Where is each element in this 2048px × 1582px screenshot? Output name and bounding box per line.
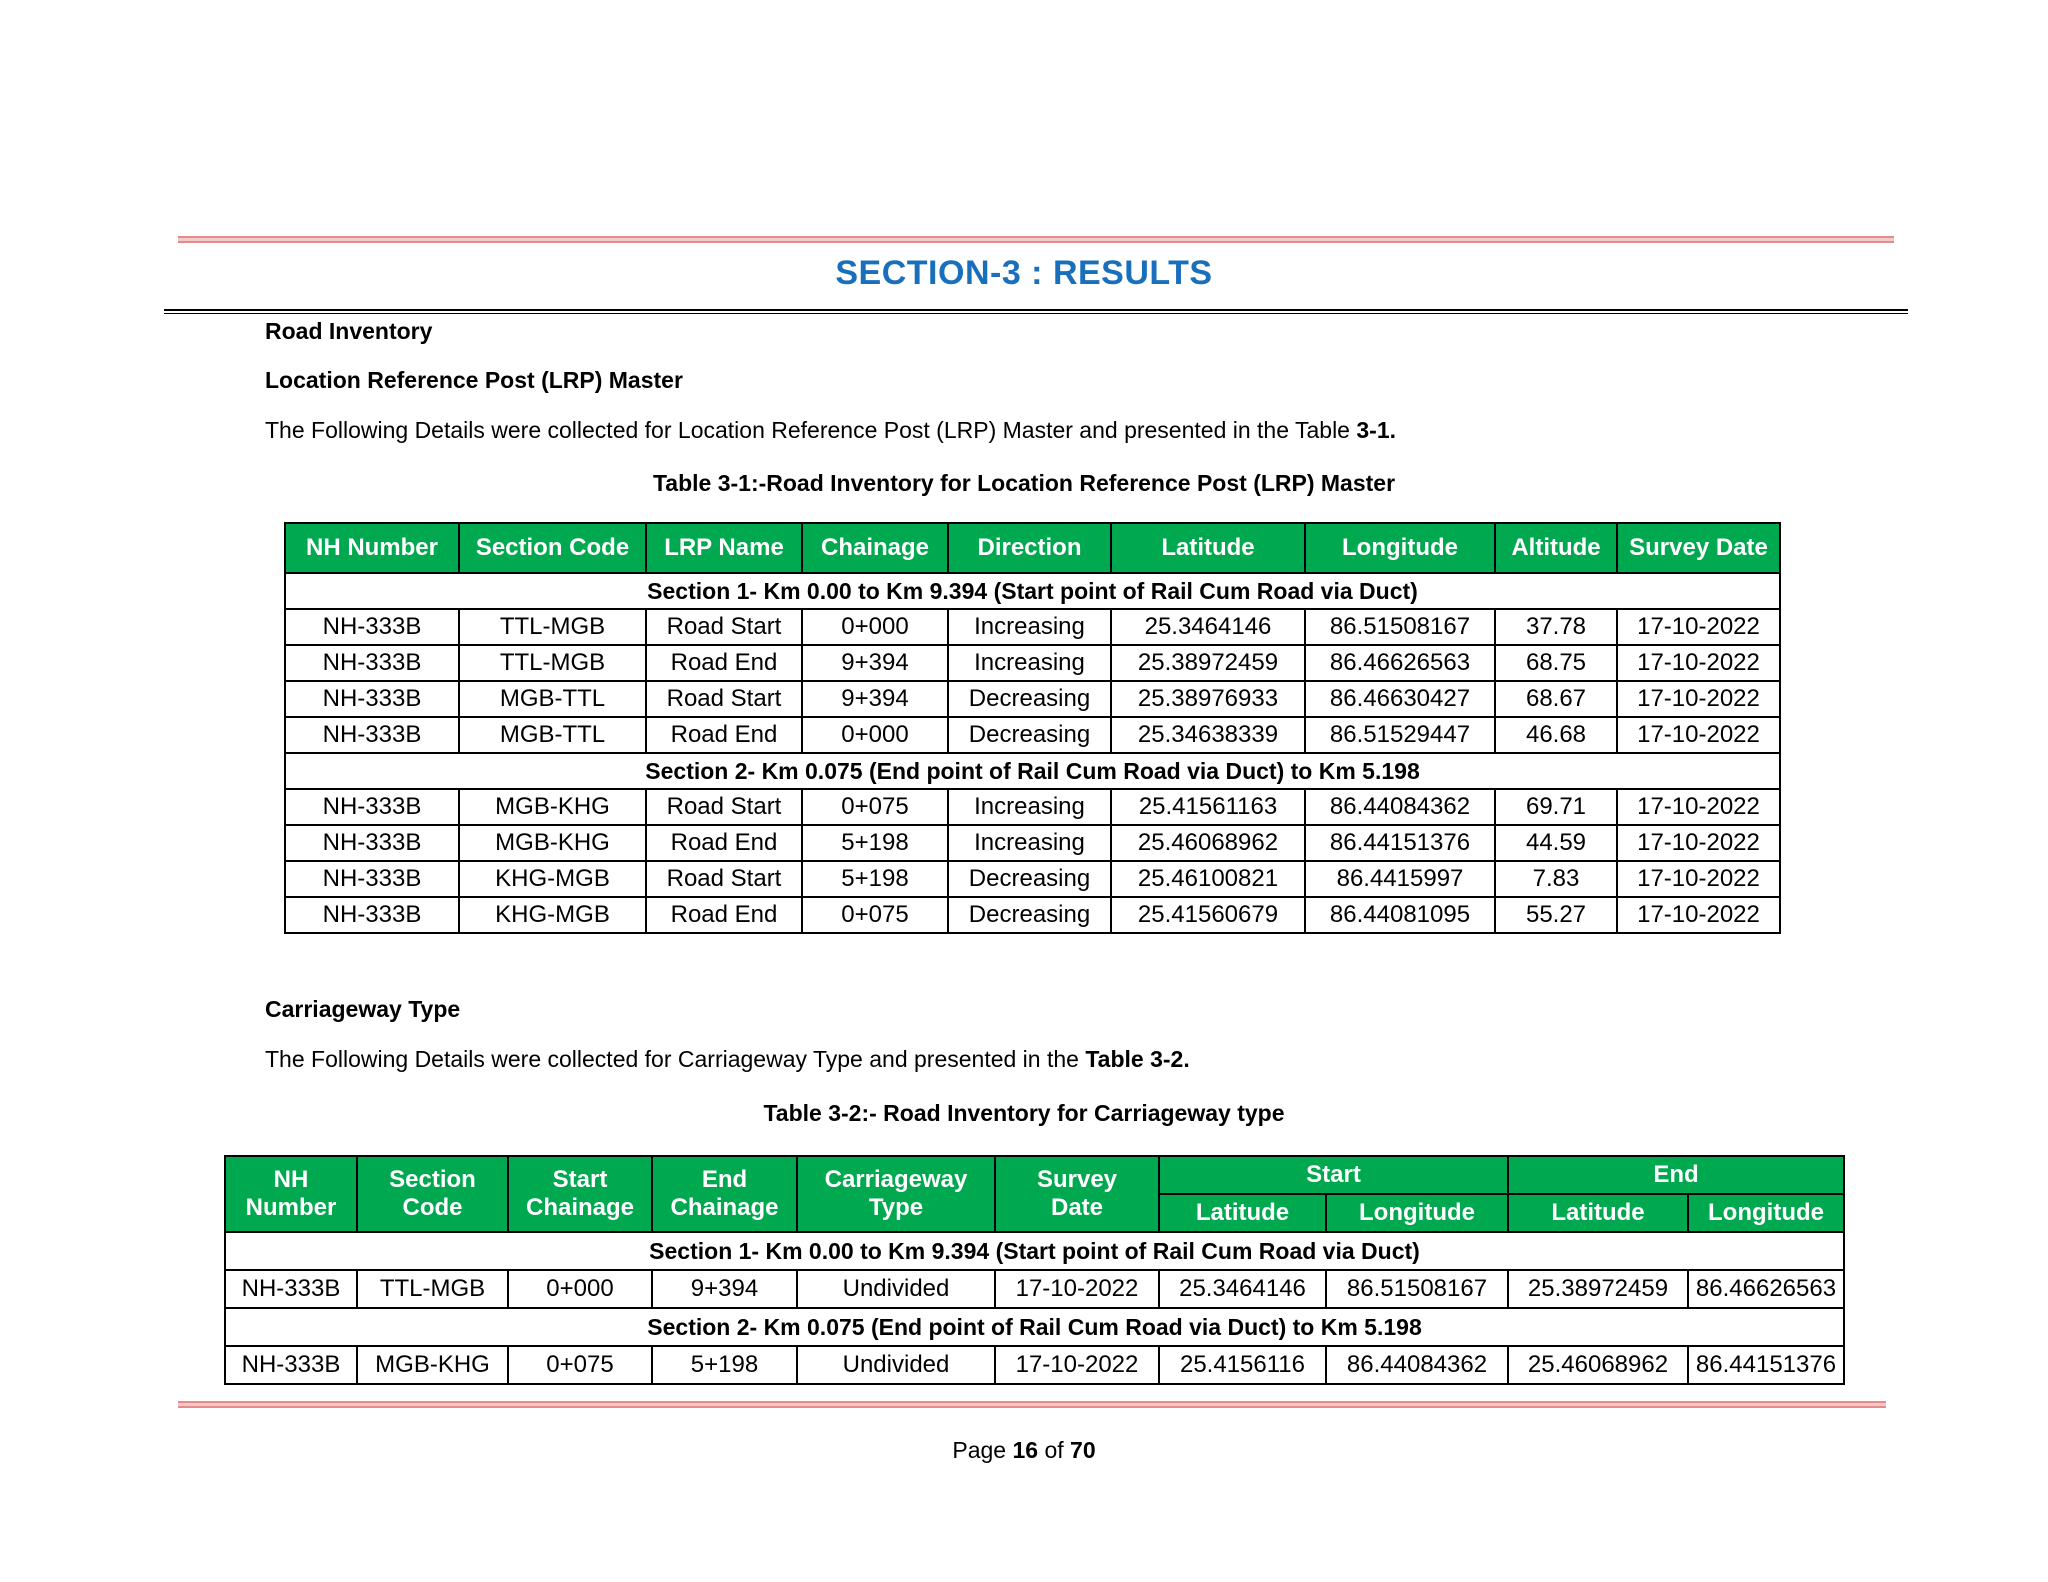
lrp-paragraph-text: The Following Details were collected for Location Reference Post (LRP) Master and presented in the Table bbox=[265, 417, 1357, 443]
section-label: Section 1- Km 0.00 to Km 9.394 (Start point of Rail Cum Road via Duct) bbox=[225, 1232, 1844, 1270]
header-start-latitude: Latitude bbox=[1159, 1194, 1326, 1232]
cell: KHG-MGB bbox=[459, 897, 646, 933]
cell: 5+198 bbox=[652, 1346, 797, 1384]
header-end: End bbox=[1508, 1156, 1844, 1194]
header-direction: Direction bbox=[948, 523, 1111, 573]
current-page: 16 bbox=[1012, 1437, 1039, 1463]
heading-lrp-master: Location Reference Post (LRP) Master bbox=[265, 367, 683, 393]
cell: 0+000 bbox=[802, 609, 948, 645]
cell: 44.59 bbox=[1495, 825, 1617, 861]
cell: 86.51508167 bbox=[1305, 609, 1495, 645]
header-start: Start bbox=[1159, 1156, 1508, 1194]
cell: 25.38972459 bbox=[1508, 1270, 1688, 1308]
section-label: Section 2- Km 0.075 (End point of Rail Cum Road via Duct) to Km 5.198 bbox=[225, 1308, 1844, 1346]
cell: 25.38972459 bbox=[1111, 645, 1305, 681]
table-row bbox=[285, 825, 1780, 861]
lrp-table-ref: 3-1. bbox=[1356, 417, 1397, 443]
cell: NH-333B bbox=[285, 717, 459, 753]
cell: TTL-MGB bbox=[459, 609, 646, 645]
cell: 25.46068962 bbox=[1508, 1346, 1688, 1384]
heading-carriageway-type: Carriageway Type bbox=[265, 996, 461, 1022]
cw-table-ref: Table 3-2. bbox=[1085, 1046, 1190, 1072]
cell: 25.38976933 bbox=[1111, 681, 1305, 717]
cell: 0+075 bbox=[802, 789, 948, 825]
cell: Road Start bbox=[646, 861, 802, 897]
cw-paragraph-text: The Following Details were collected for Carriageway Type and presented in the bbox=[265, 1046, 1086, 1072]
heading-road-inventory: Road Inventory bbox=[265, 318, 433, 344]
cell: Road Start bbox=[646, 609, 802, 645]
cell: Decreasing bbox=[948, 897, 1111, 933]
table-row bbox=[285, 681, 1780, 717]
table2-section1-row bbox=[225, 1232, 1844, 1270]
cell: 25.34638339 bbox=[1111, 717, 1305, 753]
table-row bbox=[285, 861, 1780, 897]
header-lrp-name: LRP Name bbox=[646, 523, 802, 573]
cell: Increasing bbox=[948, 789, 1111, 825]
table2-caption: Table 3-2:- Road Inventory for Carriageway type bbox=[763, 1100, 1285, 1126]
cell: 9+394 bbox=[802, 645, 948, 681]
section-label: Section 1- Km 0.00 to Km 9.394 (Start point of Rail Cum Road via Duct) bbox=[285, 573, 1780, 609]
cell: NH-333B bbox=[285, 861, 459, 897]
bottom-red-rule bbox=[178, 1401, 1886, 1408]
cell: NH-333B bbox=[225, 1270, 357, 1308]
header-line: Start bbox=[552, 1166, 608, 1193]
cell: 86.44081095 bbox=[1305, 897, 1495, 933]
cell: NH-333B bbox=[285, 645, 459, 681]
cell: 17-10-2022 bbox=[1617, 897, 1780, 933]
header-end-chainage bbox=[652, 1156, 797, 1232]
cell: Road End bbox=[646, 645, 802, 681]
cell: 25.41560679 bbox=[1111, 897, 1305, 933]
header-nh-number bbox=[225, 1156, 357, 1232]
cell: Road Start bbox=[646, 681, 802, 717]
cell: NH-333B bbox=[285, 789, 459, 825]
title-underline bbox=[164, 309, 1908, 314]
header-latitude: Latitude bbox=[1111, 523, 1305, 573]
table1-header-row bbox=[285, 523, 1780, 573]
footer-mid: of bbox=[1038, 1437, 1071, 1463]
table-row bbox=[225, 1346, 1844, 1384]
cell: 86.44084362 bbox=[1326, 1346, 1508, 1384]
page-footer bbox=[0, 1437, 2048, 1464]
cell: 68.75 bbox=[1495, 645, 1617, 681]
cell: 86.46630427 bbox=[1305, 681, 1495, 717]
cell: 25.4156116 bbox=[1159, 1346, 1326, 1384]
cell: 9+394 bbox=[802, 681, 948, 717]
header-chainage: Chainage bbox=[802, 523, 948, 573]
lrp-master-table bbox=[284, 522, 1781, 934]
table1-section1-row bbox=[285, 573, 1780, 609]
cell: 17-10-2022 bbox=[1617, 645, 1780, 681]
cell: MGB-KHG bbox=[459, 825, 646, 861]
cell: Decreasing bbox=[948, 681, 1111, 717]
footer-prefix: Page bbox=[952, 1437, 1013, 1463]
header-end-latitude: Latitude bbox=[1508, 1194, 1688, 1232]
cell: Decreasing bbox=[948, 861, 1111, 897]
cell: 86.44151376 bbox=[1305, 825, 1495, 861]
header-carriageway-type bbox=[797, 1156, 995, 1232]
cell: Road End bbox=[646, 897, 802, 933]
cell: Undivided bbox=[797, 1346, 995, 1384]
cell: 17-10-2022 bbox=[1617, 681, 1780, 717]
cell: 86.46626563 bbox=[1688, 1270, 1844, 1308]
cw-paragraph bbox=[265, 1046, 1190, 1073]
cell: NH-333B bbox=[285, 825, 459, 861]
header-line: Type bbox=[868, 1194, 924, 1221]
header-line: Code bbox=[402, 1194, 463, 1221]
cell: 0+075 bbox=[802, 897, 948, 933]
header-line: Section bbox=[389, 1166, 476, 1193]
cell: 17-10-2022 bbox=[1617, 861, 1780, 897]
cell: Undivided bbox=[797, 1270, 995, 1308]
cell: 25.46100821 bbox=[1111, 861, 1305, 897]
cell: Increasing bbox=[948, 609, 1111, 645]
cell: 25.41561163 bbox=[1111, 789, 1305, 825]
header-line: Chainage bbox=[525, 1194, 635, 1221]
total-pages: 70 bbox=[1070, 1437, 1096, 1463]
header-line: Carriageway bbox=[824, 1166, 968, 1193]
cell: 5+198 bbox=[802, 861, 948, 897]
header-line: Number bbox=[245, 1194, 337, 1221]
header-nh-number: NH Number bbox=[285, 523, 459, 573]
lrp-paragraph bbox=[265, 417, 1396, 444]
cell: NH-333B bbox=[225, 1346, 357, 1384]
cell: MGB-TTL bbox=[459, 717, 646, 753]
cell: 17-10-2022 bbox=[1617, 825, 1780, 861]
top-red-rule bbox=[178, 236, 1894, 243]
header-start-chainage bbox=[508, 1156, 652, 1232]
table-row bbox=[285, 717, 1780, 753]
cell: 5+198 bbox=[802, 825, 948, 861]
cell: 86.44151376 bbox=[1688, 1346, 1844, 1384]
cell: NH-333B bbox=[285, 681, 459, 717]
header-section-code: Section Code bbox=[459, 523, 646, 573]
table-row bbox=[285, 609, 1780, 645]
cell: 9+394 bbox=[652, 1270, 797, 1308]
section-label: Section 2- Km 0.075 (End point of Rail Cum Road via Duct) to Km 5.198 bbox=[285, 753, 1780, 789]
cell: 0+075 bbox=[508, 1346, 652, 1384]
cell: TTL-MGB bbox=[357, 1270, 508, 1308]
cell: 25.3464146 bbox=[1159, 1270, 1326, 1308]
cell: 0+000 bbox=[802, 717, 948, 753]
table1-caption: Table 3-1:-Road Inventory for Location Reference Post (LRP) Master bbox=[652, 470, 1396, 496]
cell: 17-10-2022 bbox=[1617, 789, 1780, 825]
cell: 0+000 bbox=[508, 1270, 652, 1308]
header-line: End bbox=[701, 1166, 748, 1193]
cell: 69.71 bbox=[1495, 789, 1617, 825]
cell: NH-333B bbox=[285, 897, 459, 933]
header-altitude: Altitude bbox=[1495, 523, 1617, 573]
cell: Increasing bbox=[948, 645, 1111, 681]
cell: Increasing bbox=[948, 825, 1111, 861]
table-row bbox=[285, 645, 1780, 681]
cell: 46.68 bbox=[1495, 717, 1617, 753]
header-end-longitude: Longitude bbox=[1688, 1194, 1844, 1232]
cell: Road End bbox=[646, 717, 802, 753]
cell: 86.46626563 bbox=[1305, 645, 1495, 681]
header-survey-date: Survey Date bbox=[1617, 523, 1780, 573]
cell: 17-10-2022 bbox=[1617, 717, 1780, 753]
header-start-longitude: Longitude bbox=[1326, 1194, 1508, 1232]
table-row bbox=[285, 789, 1780, 825]
cell: MGB-KHG bbox=[459, 789, 646, 825]
cell: 37.78 bbox=[1495, 609, 1617, 645]
header-line: Survey bbox=[1036, 1166, 1118, 1193]
cell: NH-333B bbox=[285, 609, 459, 645]
header-line: Chainage bbox=[670, 1194, 779, 1221]
header-line: Date bbox=[1050, 1194, 1104, 1221]
cell: 25.3464146 bbox=[1111, 609, 1305, 645]
cell: Road Start bbox=[646, 789, 802, 825]
cell: Road End bbox=[646, 825, 802, 861]
section-title: SECTION-3 : RESULTS bbox=[835, 254, 1213, 292]
table-row bbox=[285, 897, 1780, 933]
cell: 68.67 bbox=[1495, 681, 1617, 717]
cell: MGB-TTL bbox=[459, 681, 646, 717]
cell: 86.51529447 bbox=[1305, 717, 1495, 753]
cell: 55.27 bbox=[1495, 897, 1617, 933]
header-survey-date bbox=[995, 1156, 1159, 1232]
table-row bbox=[225, 1270, 1844, 1308]
cell: MGB-KHG bbox=[357, 1346, 508, 1384]
table2-header-row-1 bbox=[225, 1156, 1844, 1194]
cell: 17-10-2022 bbox=[995, 1346, 1159, 1384]
carriageway-table bbox=[224, 1155, 1845, 1385]
cell: 86.44084362 bbox=[1305, 789, 1495, 825]
cell: 17-10-2022 bbox=[1617, 609, 1780, 645]
header-line: NH bbox=[273, 1166, 309, 1193]
table1-section2-row bbox=[285, 753, 1780, 789]
cell: 86.4415997 bbox=[1305, 861, 1495, 897]
cell: 17-10-2022 bbox=[995, 1270, 1159, 1308]
header-longitude: Longitude bbox=[1305, 523, 1495, 573]
cell: 7.83 bbox=[1495, 861, 1617, 897]
cell: Decreasing bbox=[948, 717, 1111, 753]
header-section-code bbox=[357, 1156, 508, 1232]
cell: 25.46068962 bbox=[1111, 825, 1305, 861]
table2-section2-row bbox=[225, 1308, 1844, 1346]
cell: TTL-MGB bbox=[459, 645, 646, 681]
cell: KHG-MGB bbox=[459, 861, 646, 897]
cell: 86.51508167 bbox=[1326, 1270, 1508, 1308]
